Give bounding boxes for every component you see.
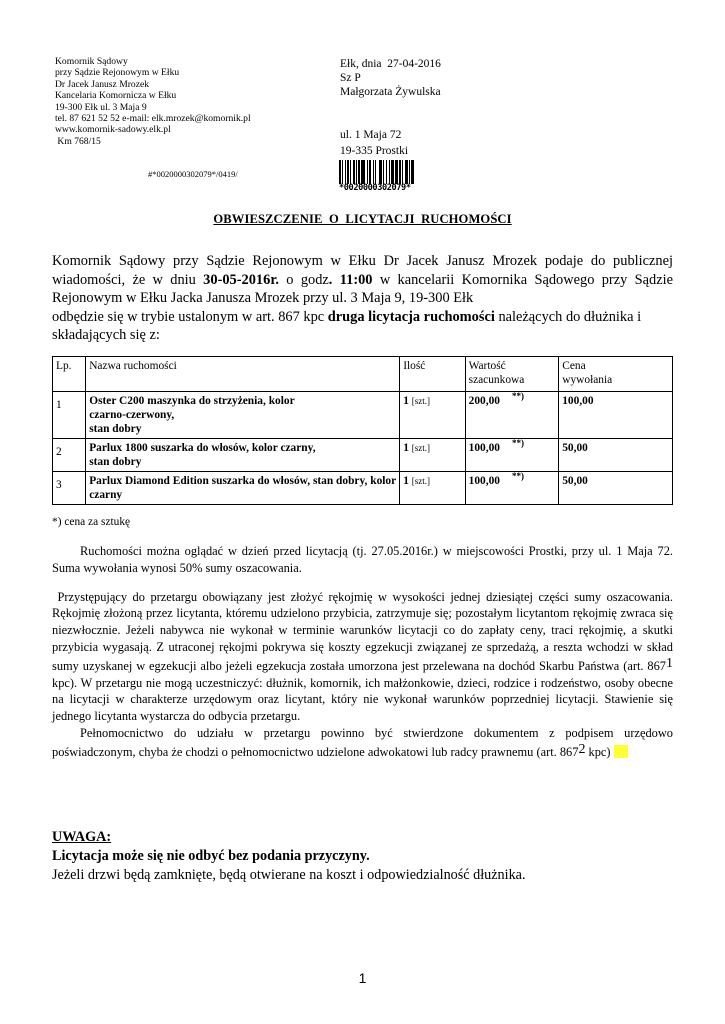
intro-text-part: o godz xyxy=(278,271,329,288)
barcode-bars xyxy=(339,160,447,184)
row-value xyxy=(465,439,559,472)
row-price: 100,00 xyxy=(559,392,673,439)
row-name-line: Oster C200 maszynka do strzyżenia, kolor czarno-czerwony, xyxy=(89,395,295,421)
body-text-part: Pełnomocnictwo do udziału w przetargu powinno być stwierdzone dokumentem z podpisem urzędowo poświadczonym, chyba że chodzi o pełnomocnictwo udzielone adwokatowi lub radcy prawnemu (art. 867 xyxy=(52,725,673,759)
sender-line: Komornik Sądowy xyxy=(55,56,128,67)
row-unit: [szt.] xyxy=(411,396,431,406)
header-price-line: wywołania xyxy=(562,374,613,386)
row-value xyxy=(465,472,559,505)
row-unit: [szt.] xyxy=(411,443,431,453)
body-text-part: kpc). W przetargu nie mogą uczestniczyć: dłużnik, komornik, ich małżonkowie, dzieci, rodzice i rodzeństwo, osoby obecne na licytacji w charakterze urzędowym oraz licytant, który nie wykonał warunków poprzedniej licytacji. Stawienie się jednego licytanta wystarcza do odbycia przetargu. xyxy=(52,675,673,724)
header-lp: Lp. xyxy=(53,357,86,392)
recipient-block xyxy=(340,57,441,100)
barcode-text: *0020000302079* xyxy=(339,183,411,193)
table-row xyxy=(53,392,673,439)
row-qty xyxy=(400,392,465,439)
barcode-bar xyxy=(414,160,416,184)
recipient-city: 19-335 Prostki xyxy=(340,145,409,157)
row-name-line: Parlux Diamond Edition suszarka do włosów, stan dobry, kolor czarny xyxy=(89,475,396,501)
reference-code: #*0020000302079*/0419/ xyxy=(148,169,238,179)
table-header-row xyxy=(53,357,673,392)
sender-line: 19-300 Ełk ul. 3 Maja 9 xyxy=(55,101,147,113)
page-number: 1 xyxy=(358,970,367,986)
body-paragraph xyxy=(52,589,673,725)
row-qty-value: 1 xyxy=(403,442,409,454)
header-value-line: Wartość xyxy=(468,360,506,372)
body-text-part: Przystępujący do przetargu obowiązany jest złożyć rękojmię w wysokości jednej dziesiątej części sumy oszacowania. Rękojmię złożoną przez licytanta, któremu udzielono przybicia, zatrzymuje się; pozostałym licytantom rękojmię zwraca się niezwłocznie. Jeżeli nabywca nie wykonał w terminie warunków licytacji co do zapłaty ceny, traci rękojmię, a skutki przybicia wygasają. Z utraconej rękojmi pokrywa się koszty egzekucji związanej ze sprzedażą, a reszta wchodzi w skład sumy uzyskanej w egzekucji albo jeżeli egzekucja została umorzona jest przelewana na dochód Skarbu Państwa (art. 867 xyxy=(52,589,673,673)
table-row xyxy=(53,439,673,472)
recipient-street: ul. 1 Maja 72 xyxy=(340,129,402,141)
intro-paragraph xyxy=(52,308,673,345)
article-superscript: 1 xyxy=(666,655,673,671)
intro-text xyxy=(52,252,673,345)
row-value-mark: **) xyxy=(511,391,524,401)
row-value-mark: **) xyxy=(511,471,524,481)
row-name xyxy=(86,439,400,472)
highlight-mark xyxy=(614,745,628,758)
recipient-name: Małgorzata Żywulska xyxy=(340,86,441,99)
auction-date: 30-05-2016r. xyxy=(203,271,279,288)
row-value-amount: 100,00 xyxy=(468,442,500,454)
row-value xyxy=(465,392,559,439)
row-name-line: Parlux 1800 suszarka do włosów, kolor czarny, xyxy=(89,442,316,454)
row-name xyxy=(86,472,400,505)
sender-line: Dr Jacek Janusz Mrozek xyxy=(55,78,150,90)
warning-line: Licytacja może się nie odbyć bez podania przyczyny. xyxy=(52,848,370,864)
warning-block xyxy=(52,828,526,885)
intro-text-part: w kancelarii Komornika Sądowego przy Sądzie Rejonowym w Ełku Jacka Janusza Mrozek przy ul. 3 Maja 9, 19-300 Ełk xyxy=(52,271,673,306)
recipient-address xyxy=(340,127,408,159)
body-text xyxy=(52,543,673,761)
article-superscript: 2 xyxy=(578,741,586,757)
row-name-line: stan dobry xyxy=(89,423,142,435)
row-lp: 1 xyxy=(53,392,86,439)
intro-text-part: odbędzie się w trybie ustalonym w art. 867 kpc xyxy=(52,308,328,325)
header-value-line: szacunkowa xyxy=(468,374,525,386)
row-name-line: stan dobry xyxy=(89,456,142,468)
row-price: 50,00 xyxy=(559,439,673,472)
auction-time: 11:00 xyxy=(339,271,373,288)
table-row xyxy=(53,472,673,505)
row-value-amount: 200,00 xyxy=(468,395,500,407)
header-name: Nazwa ruchomości xyxy=(86,357,400,392)
row-qty-value: 1 xyxy=(403,395,409,407)
header-qty: Ilość xyxy=(400,357,465,392)
intro-text-part: . xyxy=(328,271,340,288)
price-note: *) cena za sztukę xyxy=(52,516,131,528)
document-title: OBWIESZCZENIE O LICYTACJI RUCHOMOŚCI xyxy=(213,212,512,226)
sender-line: Kancelaria Komornicza w Ełku xyxy=(55,90,177,102)
row-value-mark: **) xyxy=(511,438,524,448)
body-text-part: kpc) xyxy=(585,744,611,759)
items-table xyxy=(52,356,673,505)
row-lp: 3 xyxy=(53,472,86,505)
sender-line: przy Sądzie Rejonowym w Ełku xyxy=(55,67,180,79)
header-price-line: Cena xyxy=(562,360,586,372)
sender-line: tel. 87 621 52 52 e-mail: elk.mrozek@komornik.pl xyxy=(55,113,251,125)
row-unit: [szt.] xyxy=(411,476,431,486)
intro-text-part: Komornik Sądowy przy Sądzie Rejonowym w Ełku Dr Jacek Janusz Mrozek podaje do publicznej wiadomości, że w dniu xyxy=(52,253,673,288)
auction-type: druga licytacja ruchomości xyxy=(327,308,495,325)
sender-line: www.komornik-sadowy.elk.pl xyxy=(55,124,171,136)
row-name xyxy=(86,392,400,439)
header-value xyxy=(465,357,559,392)
row-qty xyxy=(400,472,465,505)
row-value-amount: 100,00 xyxy=(468,475,500,487)
warning-heading: UWAGA: xyxy=(52,829,112,845)
header-price xyxy=(559,357,673,392)
sender-block xyxy=(55,56,251,147)
case-number: Km 768/15 xyxy=(55,135,101,147)
body-paragraph: Ruchomości można oglądać w dzień przed licytacją (tj. 27.05.2016r.) w miejscowości Prostki, przy ul. 1 Maja 72. Suma wywołania wynosi 50% sumy oszacowania. xyxy=(52,544,673,575)
row-price: 50,00 xyxy=(559,472,673,505)
salutation: Sz P xyxy=(340,72,361,85)
row-qty-value: 1 xyxy=(403,475,409,487)
intro-paragraph xyxy=(52,252,673,308)
body-paragraph xyxy=(52,725,673,761)
row-lp: 2 xyxy=(53,439,86,472)
intro-text-part: należących do dłużnika i składających się z: xyxy=(52,308,642,343)
row-qty xyxy=(400,439,465,472)
barcode xyxy=(339,160,447,192)
date-line: Ełk, dnia 27-04-2016 xyxy=(340,58,441,70)
warning-line: Jeżeli drzwi będą zamknięte, będą otwierane na koszt i odpowiedzialność dłużnika. xyxy=(52,867,526,883)
